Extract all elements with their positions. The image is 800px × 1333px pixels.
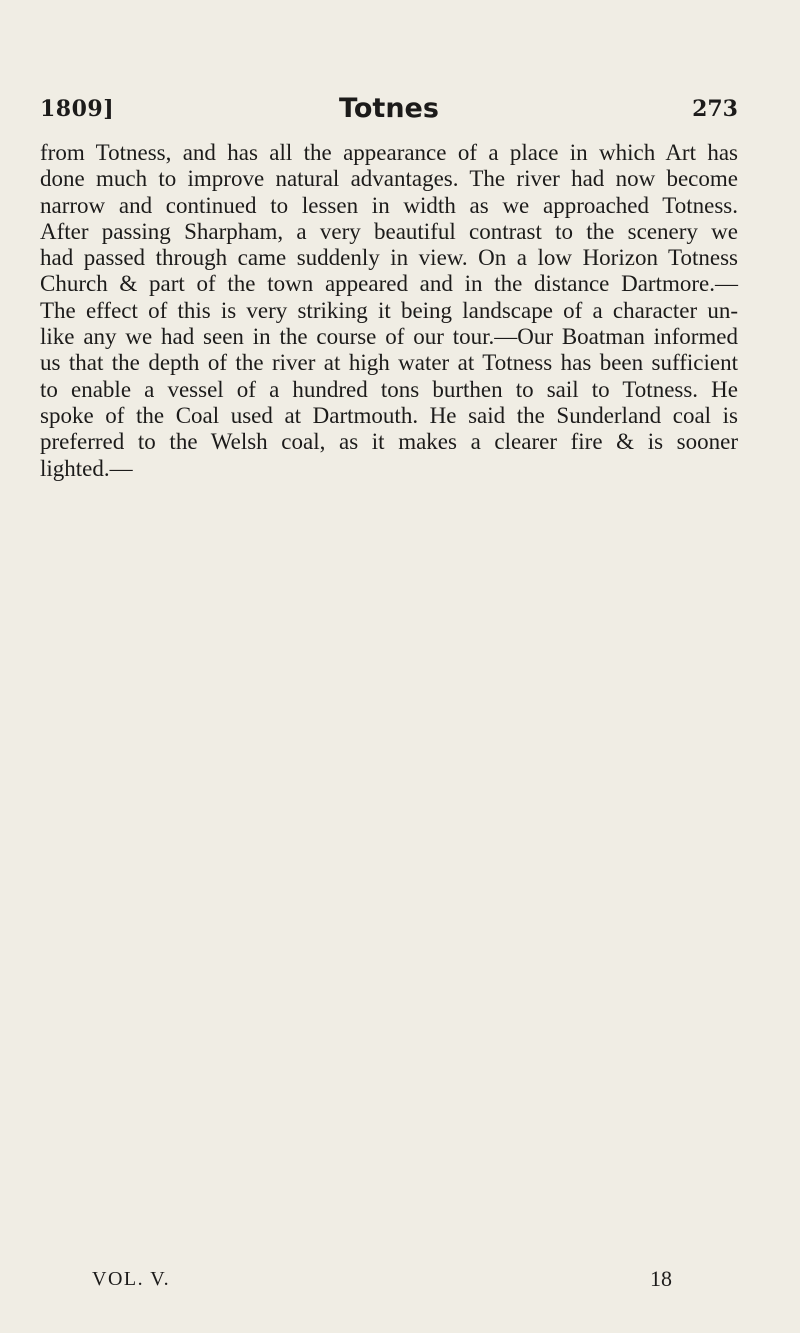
signature-mark: 18 bbox=[650, 1266, 672, 1291]
page-number: 273 bbox=[692, 96, 738, 122]
header-year: 1809] bbox=[40, 96, 115, 122]
text-line: lighted.— bbox=[40, 455, 133, 481]
text-line: us that the depth of the river at high water at Totness has been sufficient bbox=[40, 350, 738, 376]
text-line: preferred to the Welsh coal, as it makes a clearer fire & is sooner bbox=[40, 429, 738, 455]
text-line: from Totness, and has all the appearance of a place in which Art has bbox=[40, 140, 738, 165]
body-paragraph bbox=[40, 140, 738, 482]
text-line: to enable a vessel of a hundred tons burthen to sail to Totness. He bbox=[40, 376, 738, 402]
running-head bbox=[40, 93, 738, 130]
text-line: The effect of this is very striking it being landscape of a character un- bbox=[40, 297, 738, 323]
text-line: like any we had seen in the course of our tour.—Our Boatman informed bbox=[40, 324, 738, 350]
text-line: Church & part of the town appeared and in the distance Dartmore.— bbox=[40, 271, 738, 297]
text-line: spoke of the Coal used at Dartmouth. He said the Sunderland coal is bbox=[40, 402, 738, 428]
text-line: After passing Sharpham, a very beautiful contrast to the scenery we bbox=[40, 218, 738, 244]
text-line: had passed through came suddenly in view. On a low Horizon Totness bbox=[40, 245, 738, 271]
header-title: Totnes bbox=[339, 93, 439, 124]
text-line: narrow and continued to lessen in width as we approached Totness. bbox=[40, 192, 738, 218]
page-footer bbox=[92, 1268, 672, 1298]
volume-label: VOL. V. bbox=[92, 1268, 171, 1290]
text-line: done much to improve natural advantages. The river had now become bbox=[40, 166, 738, 192]
